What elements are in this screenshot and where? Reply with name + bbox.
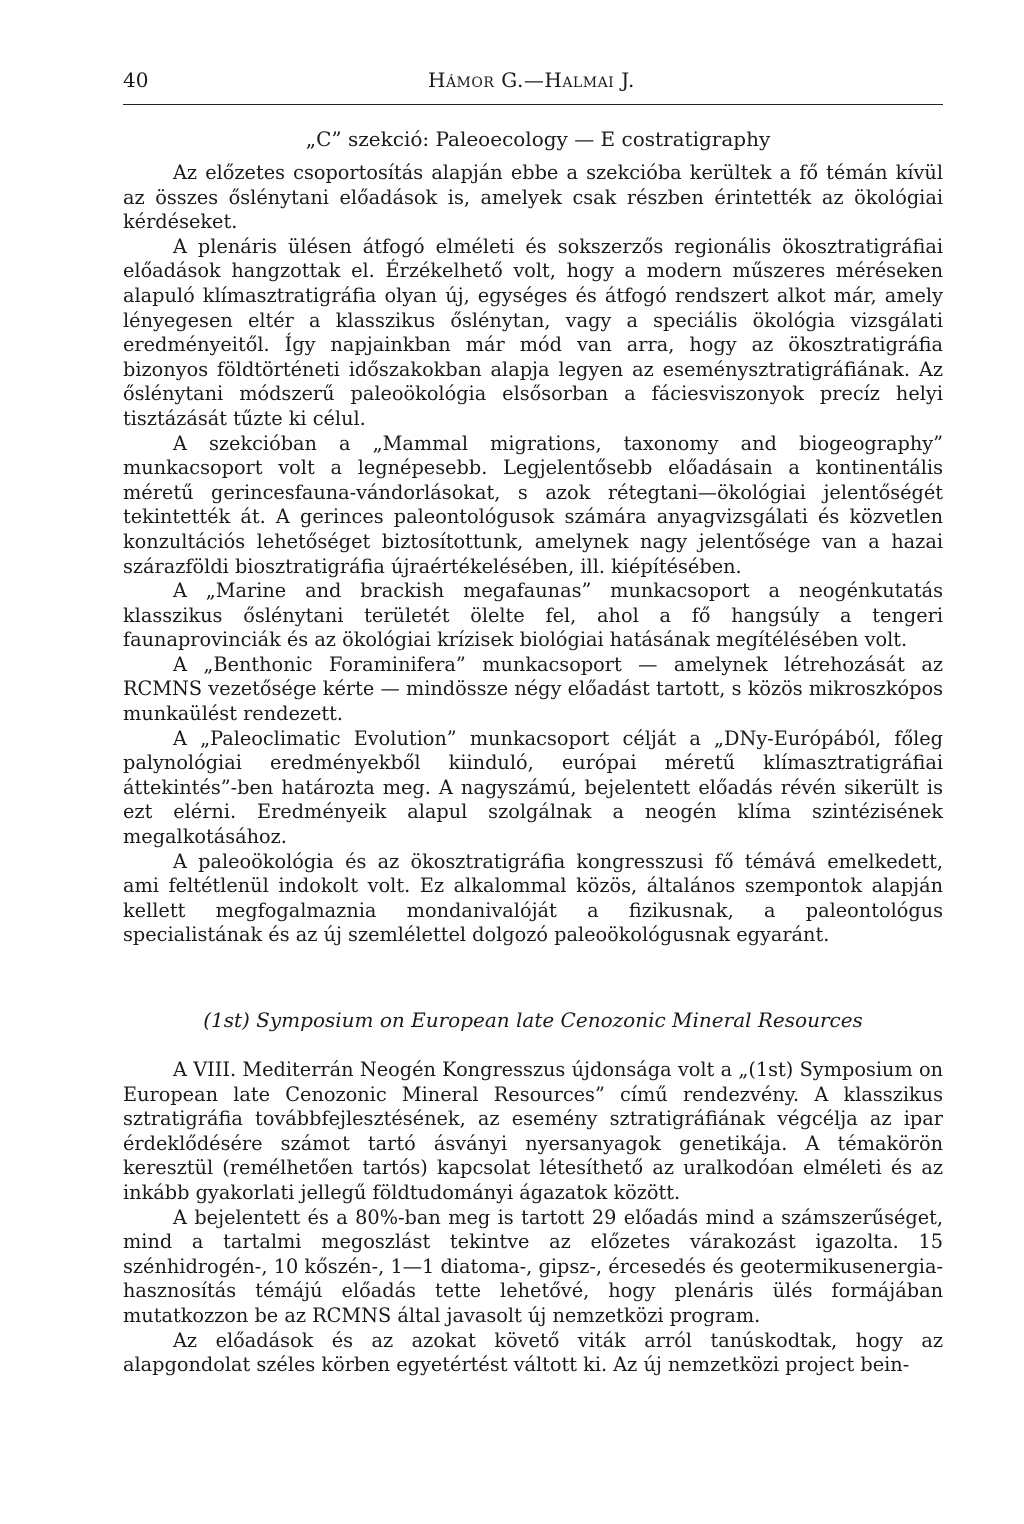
running-title: Hámor G.—Halmai J. [428,68,635,92]
section-title: (1st) Symposium on European late Cenozonic Mineral Resources [203,1008,863,1032]
paragraph: A VIII. Mediterrán Neogén Kongresszus újdonsága volt a „(1st) Symposium on European late Cenozonic Mineral Resources” című rendezvény. A klasszikus sztratigráfia továbbfejlesztésének, az esemény sztratigráfiának végcélja az ipar érdeklődésére számot tartó ásványi nyersanyagok genetikája. A témakörön keresztül (remélhetően tartós) kapcsolat létesíthető az uralkodóan elméleti és az inkább gyakorlati jellegű földtudományi ágazatok között. [123,1058,943,1204]
paragraph: A bejelentett és a 80%-ban meg is tartott 29 előadás mind a számszerűséget, mind a tartalmi megoszlást tekintve az előzetes várakozást igazolta. 15 szénhidrogén-, 10 kőszén-, 1—1 diatoma-, gipsz-, ércesedés és geotermikusenergia-hasznosítás témájú előadás tette lehetővé, hogy plenáris ülés formájában mutatkozzon be az RCMNS által javasolt új nemzetközi program. [123,1205,943,1327]
paragraph: A szekcióban a „Mammal migrations, taxonomy and biogeography” munkacsoport volt a legnépesebb. Legjelentősebb előadásain a kontinentális méretű gerincesfauna-vándorlásokat, s azok rétegtani—ökológiai jelentőségét tekintették át. A gerinces paleontológusok számára anyagvizsgálati és közvetlen konzultációs lehetőséget biztosítottunk, amelynek nagy jelentősége van a hazai szárazföldi biosztratigráfia újraértékelésében, ill. kiépítésében. [123,431,943,578]
section-symposium [123,1008,943,1378]
paragraph: Az előzetes csoportosítás alapján ebbe a szekcióba kerültek a fő témán kívül az összes őslénytani előadások is, amelyek csak részben érintették az ökológiai kérdéseket. [123,161,943,234]
page [123,68,943,1378]
paragraph: Az előadások és az azokat követő viták arról tanúskodtak, hogy az alapgondolat széles körben egyetértést váltott ki. Az új nemzetközi project bein- [123,1328,943,1377]
paragraph: A „Benthonic Foraminifera” munkacsoport — amelynek létrehozását az RCMNS vezetősége kérte — mindössze négy előadást tartott, s közös mikroszkópos munkaülést rendezett. [123,652,943,726]
section-title: „C” szekció: Paleoecology — E costratigraphy [305,127,771,151]
paragraph: A „Marine and brackish megafaunas” munkacsoport a neogénkutatás klasszikus őslénytani területét ölelte fel, ahol a fő hangsúly a tengeri faunaprovinciák és az ökológiai krízisek biológiai hatásának megítélésében volt. [123,579,943,652]
section-c-paleoecology [123,127,943,948]
page-header [123,68,943,104]
paragraph: A „Paleoclimatic Evolution” munkacsoport célját a „DNy-Európából, főleg palynológiai eredményekből kiinduló, európai méretű klímasztratigráfiai áttekintés”-ben határozta meg. A nagyszámú, bejelentett előadás révén sikerült is ezt elérni. Eredményeik alapul szolgálnak a neogén klíma szintézisének megalkotásához. [123,726,943,849]
paragraph: A paleoökológia és az ökosztratigráfia kongresszusi fő témává emelkedett, ami feltétlenül indokolt volt. Ez alkalommal közös, általános szempontok alapján kellett megfogalmaznia mondanivalóját a fizikusnak, a paleontológus specialistának és az új szemlélettel dolgozó paleoökológusnak egyaránt. [123,849,943,947]
paragraph: A plenáris ülésen átfogó elméleti és sokszerzős regionális ökosztratigráfiai előadások hangzottak el. Érzékelhető volt, hogy a modern műszeres méréseken alapuló klímasztratigráfia olyan új, egységes és átfogó rendszert alkot már, amely lényegesen eltér a klasszikus őslénytan, vagy a speciális ökológia vizsgálati eredményeitől. Így napjainkban már mód van arra, hogy az ökosztratigráfia bizonyos földtörténeti időszakokban alapja legyen az eseménysztratigráfiának. Az őslénytani módszerű paleoökológia elsősorban a fáciesviszonyok precíz helyi tisztázását tűzte ki célul. [123,234,943,430]
page-number: 40 [123,68,149,92]
header-rule [123,104,943,105]
